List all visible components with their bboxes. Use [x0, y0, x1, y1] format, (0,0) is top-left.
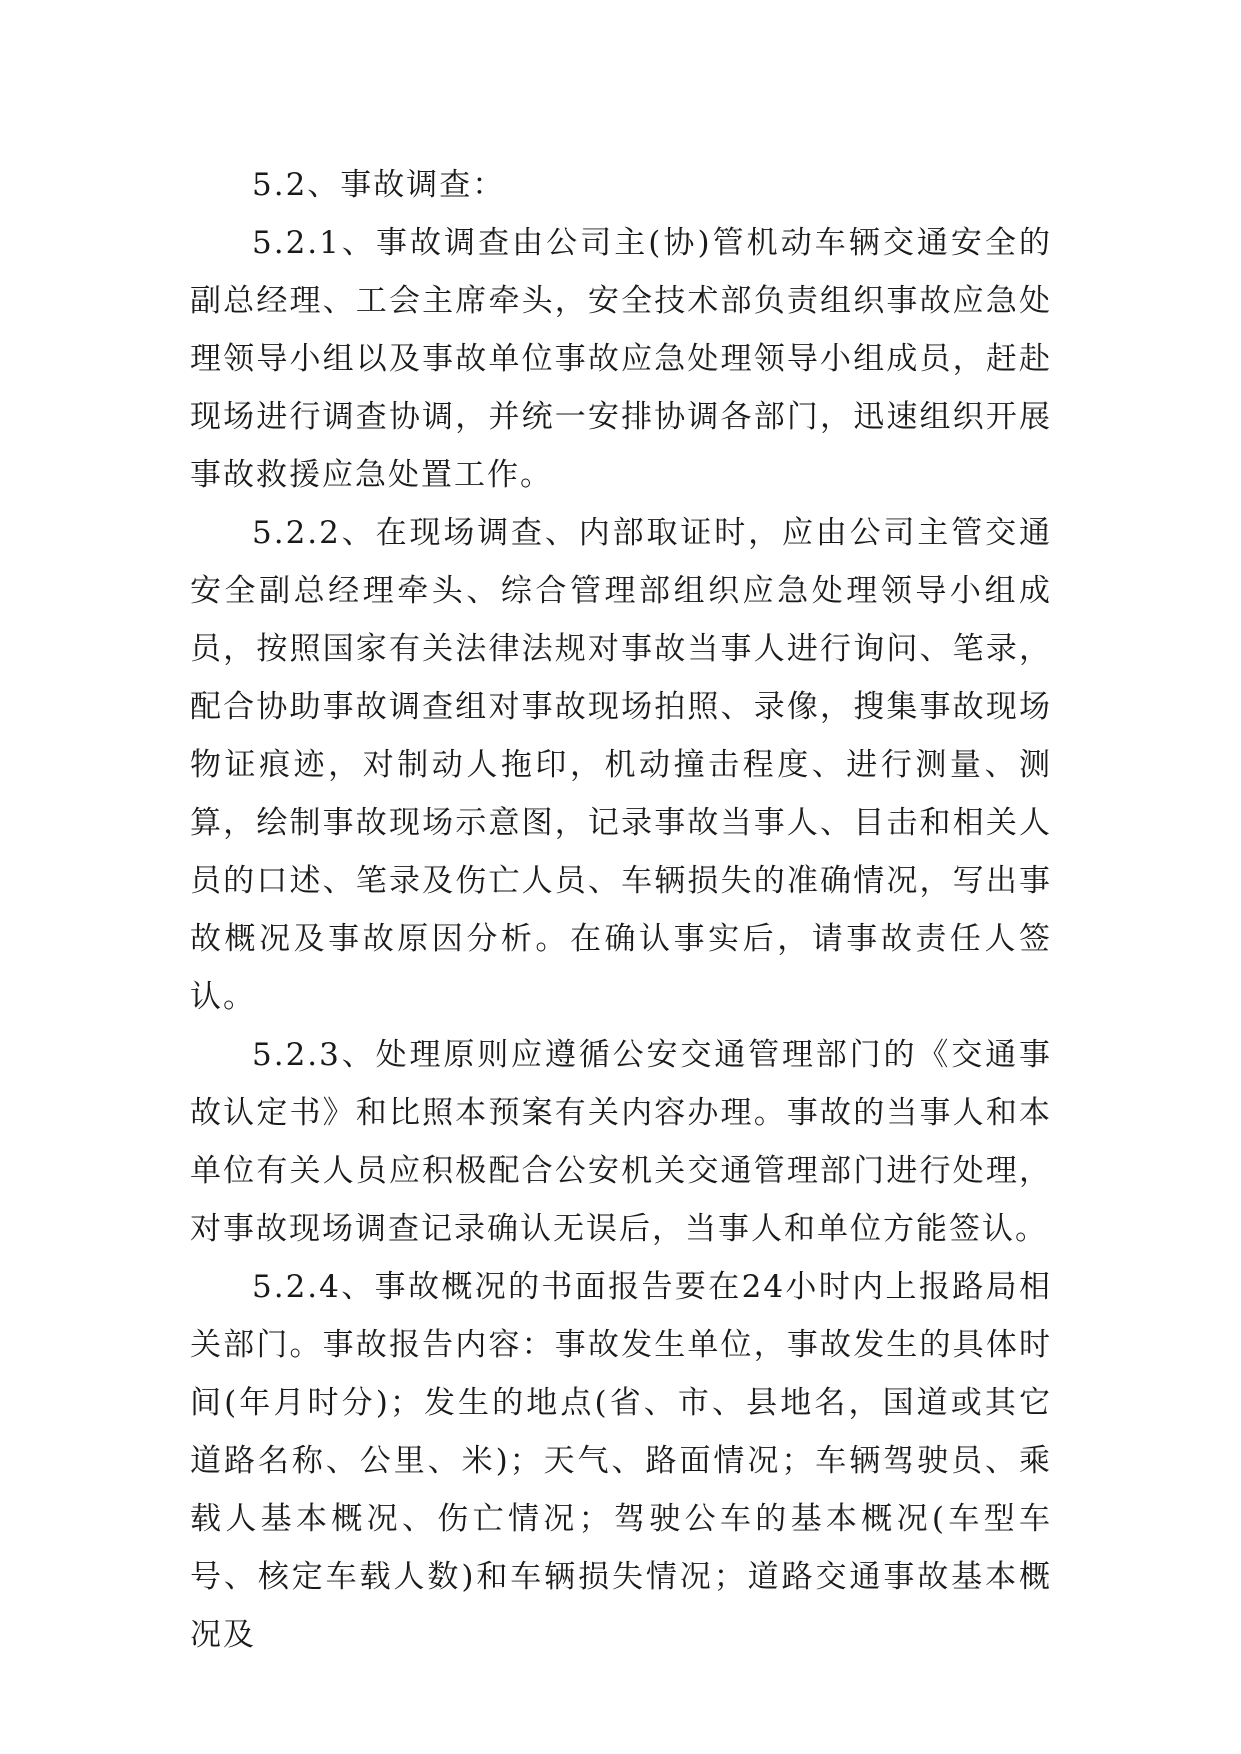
paragraph-5-2-3: 5.2.3、处理原则应遵循公安交通管理部门的《交通事故认定书》和比照本预案有关内容办理。事故的当事人和本单位有关人员应积极配合公安机关交通管理部门进行处理，对事故现场调查记录确认无误后，当事人和单位方能签认。 [190, 1037, 1052, 1247]
paragraph-heading-5-2: 5.2、事故调查： [252, 167, 506, 203]
document-body [190, 156, 1052, 1664]
paragraph-5-2-4: 5.2.4、事故概况的书面报告要在24小时内上报路局相关部门。事故报告内容：事故发生单位，事故发生的具体时间(年月时分)；发生的地点(省、市、县地名，国道或其它道路名称、公里、米)；天气、路面情况；车辆驾驶员、乘载人基本概况、伤亡情况；驾驶公车的基本概况(车型车号、核定车载人数)和车辆损失情况；道路交通事故基本概况及 [190, 1269, 1052, 1653]
paragraph-5-2-2: 5.2.2、在现场调查、内部取证时，应由公司主管交通安全副总经理牵头、综合管理部组织应急处理领导小组成员，按照国家有关法律法规对事故当事人进行询问、笔录，配合协助事故调查组对事故现场拍照、录像，搜集事故现场物证痕迹，对制动人拖印，机动撞击程度、进行测量、测算，绘制事故现场示意图，记录事故当事人、目击和相关人员的口述、笔录及伤亡人员、车辆损失的准确情况，写出事故概况及事故原因分析。在确认事实后，请事故责任人签认。 [190, 515, 1052, 1015]
paragraph-5-2-1: 5.2.1、事故调查由公司主(协)管机动车辆交通安全的副总经理、工会主席牵头，安全技术部负责组织事故应急处理领导小组以及事故单位事故应急处理领导小组成员，赶赴现场进行调查协调，并统一安排协调各部门，迅速组织开展事故救援应急处置工作。 [190, 225, 1052, 493]
